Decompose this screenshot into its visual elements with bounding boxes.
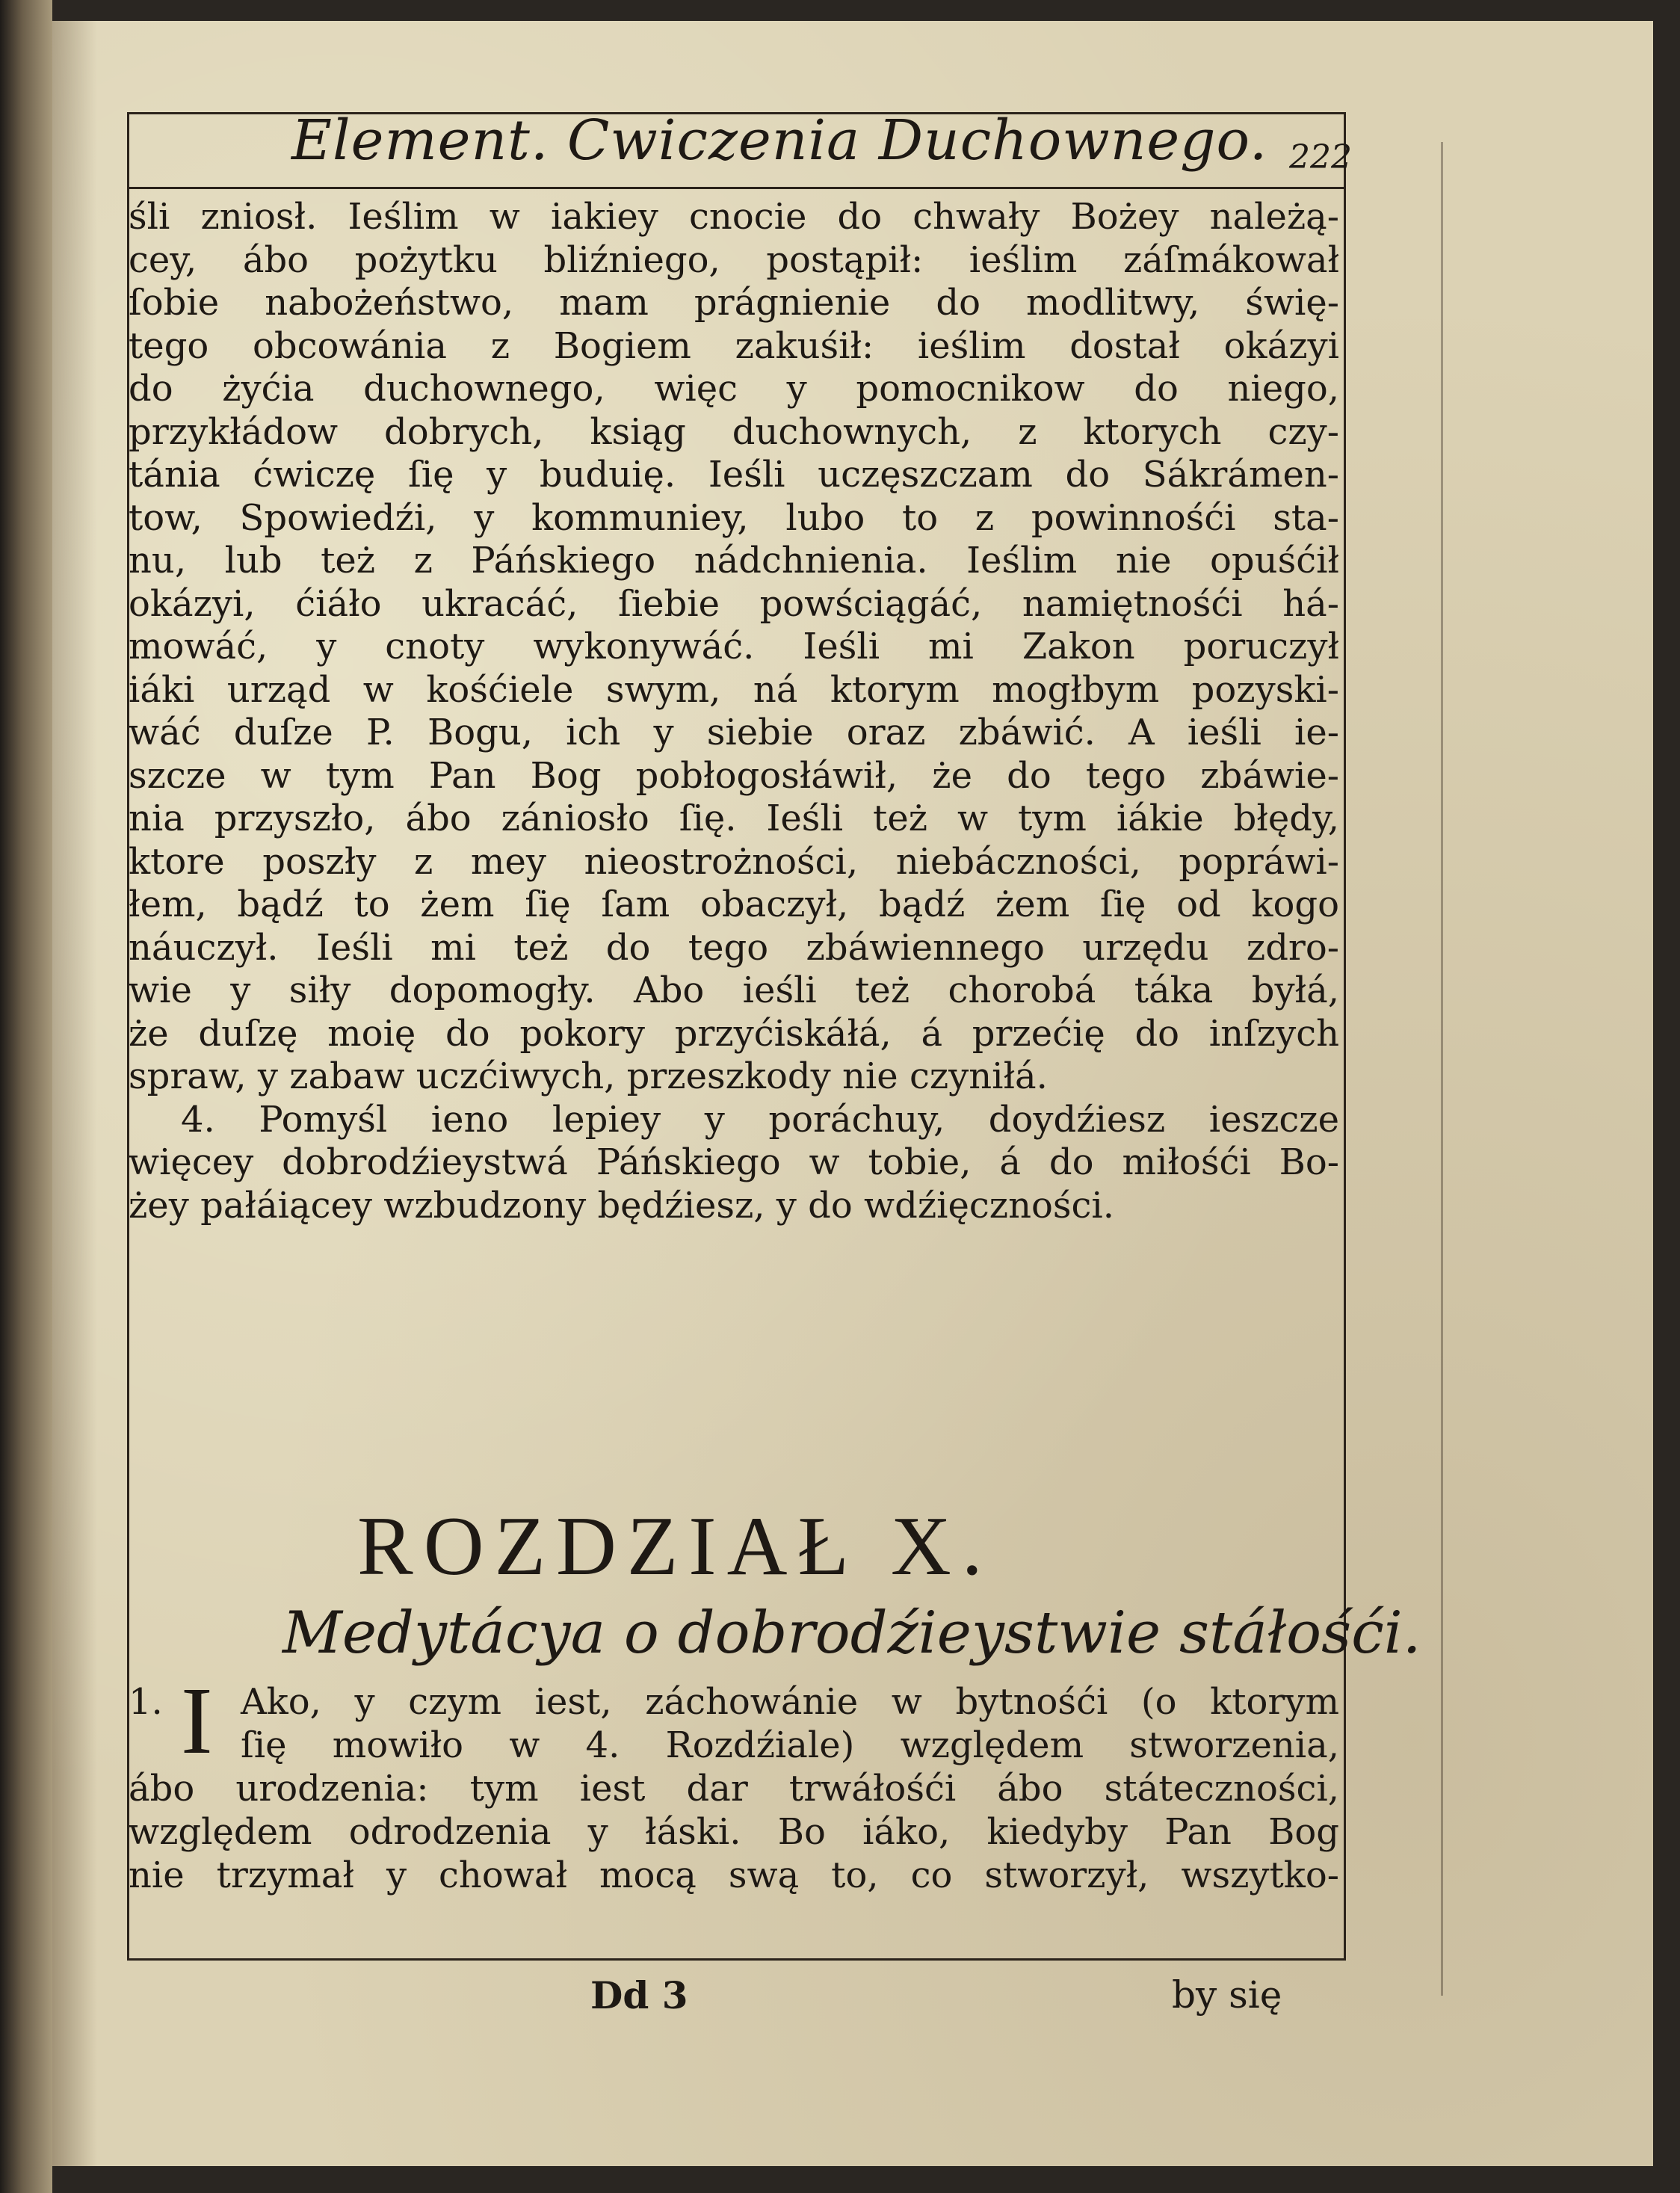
chapter-subtitle: Medytácya o dobrodźieystwie stáłośći. <box>282 1600 1421 1667</box>
text-line: do żyćia duchownego, więc y pomocnikow do niego, <box>129 368 1339 410</box>
text-line: spraw, y zabaw uczćiwych, przeszkody nie czyniłá. <box>129 1055 1048 1097</box>
text-line: ſobie nabożeństwo, mam prágnienie do modlitwy, świę- <box>129 282 1339 324</box>
text-line: Ako, y czym iest, záchowánie w bytnośći (o ktorym <box>241 1681 1339 1723</box>
page-number: 222 <box>1289 138 1352 176</box>
text-line: wáć duſze P. Bogu, ich y siebie oraz zbáwić. A ieśli ie- <box>129 712 1339 753</box>
point-4-line: więcey dobrodźieystwá Páńskiego w tobie, á do miłośći Bo- <box>129 1141 1339 1183</box>
text-line: tego obcowánia z Bogiem zakuśił: ieślim dostał okázyi <box>129 324 1339 367</box>
margin-mark <box>1441 142 1443 1996</box>
book-gutter <box>0 0 52 2193</box>
text-line: cey, ábo pożytku bliźniego, postąpił: ieślim záſmákował <box>129 238 1339 281</box>
text-line: nu, lub też z Páńskiego nádchnienia. Ieślim nie opuśćił <box>129 540 1339 582</box>
running-head: Element. Cwiczenia Duchownego. <box>291 108 1268 173</box>
text-line: przykłádow dobrych, ksiąg duchownych, z ktorych czy- <box>129 410 1339 453</box>
body-text <box>129 196 1345 1227</box>
text-line: śli zniosł. Ieślim w iakiey cnocie do chwały Bożey należą- <box>129 196 1339 238</box>
text-line: względem odrodzenia y łáski. Bo iáko, kiedyby Pan Bog <box>129 1811 1339 1853</box>
text-line: łem, bądź to żem ſię ſam obaczył, bądź żem ſię od kogo <box>129 883 1339 925</box>
text-line: tow, Spowiedźi, y kommuniey, lubo to z powinnośći sta- <box>129 496 1339 539</box>
text-line: nia przyszło, ábo zániosło ſię. Ieśli też w tym iákie błędy, <box>129 798 1339 839</box>
text-line: nie trzymał y chował mocą swą to, co stworzył, wszytko- <box>129 1854 1339 1896</box>
text-line: wie y siły dopomogły. Abo ieśli też chorobá táka byłá, <box>129 969 1339 1011</box>
text-line: ſię mowiło w 4. Rozdźiale) względem stworzenia, <box>241 1724 1339 1766</box>
point-4-line: 4. Pomyśl ieno lepiey y poráchuy, doydźiesz ieszcze <box>181 1098 1339 1141</box>
head-rule <box>127 187 1344 189</box>
point-4-line: żey pałáiącey wzbudzony będźiesz, y do wdźięczności. <box>129 1184 1115 1227</box>
foot-rule <box>127 1958 1344 1961</box>
text-line: tánia ćwiczę ſię y buduię. Ieśli uczęszczam do Sákrámen- <box>129 454 1339 496</box>
text-line: náuczył. Ieśli mi też do tego zbáwiennego urzędu zdro- <box>129 926 1339 969</box>
text-line: że duſzę moię do pokory przyćiskáłá, á przećię do inſzych <box>129 1012 1339 1055</box>
text-line: szcze w tym Pan Bog pobłogosłáwił, że do tego zbáwie- <box>129 754 1339 797</box>
text-line: mowáć, y cnoty wykonywáć. Ieśli mi Zakon poruczył <box>129 626 1339 667</box>
paragraph-number: 1. <box>129 1681 163 1723</box>
signature-mark: Dd 3 <box>590 1973 688 2017</box>
chapter-body <box>129 1668 1345 1897</box>
text-line: iáki urząd w kośćiele swym, ná ktorym mogłbym pozyski- <box>129 668 1339 711</box>
text-line: ktore poszły z mey nieostrożności, niebáczności, popráwi- <box>129 840 1339 883</box>
catchword: by się <box>1172 1973 1282 2017</box>
text-line: ábo urodzenia: tym iest dar trwáłośći ábo státeczności, <box>129 1768 1339 1810</box>
text-line: okázyi, ćiáło ukracáć, ſiebie powściągáć, namiętnośći há- <box>129 582 1339 625</box>
chapter-title: ROZDZIAŁ X. <box>357 1500 993 1593</box>
drop-cap: I <box>181 1668 213 1774</box>
